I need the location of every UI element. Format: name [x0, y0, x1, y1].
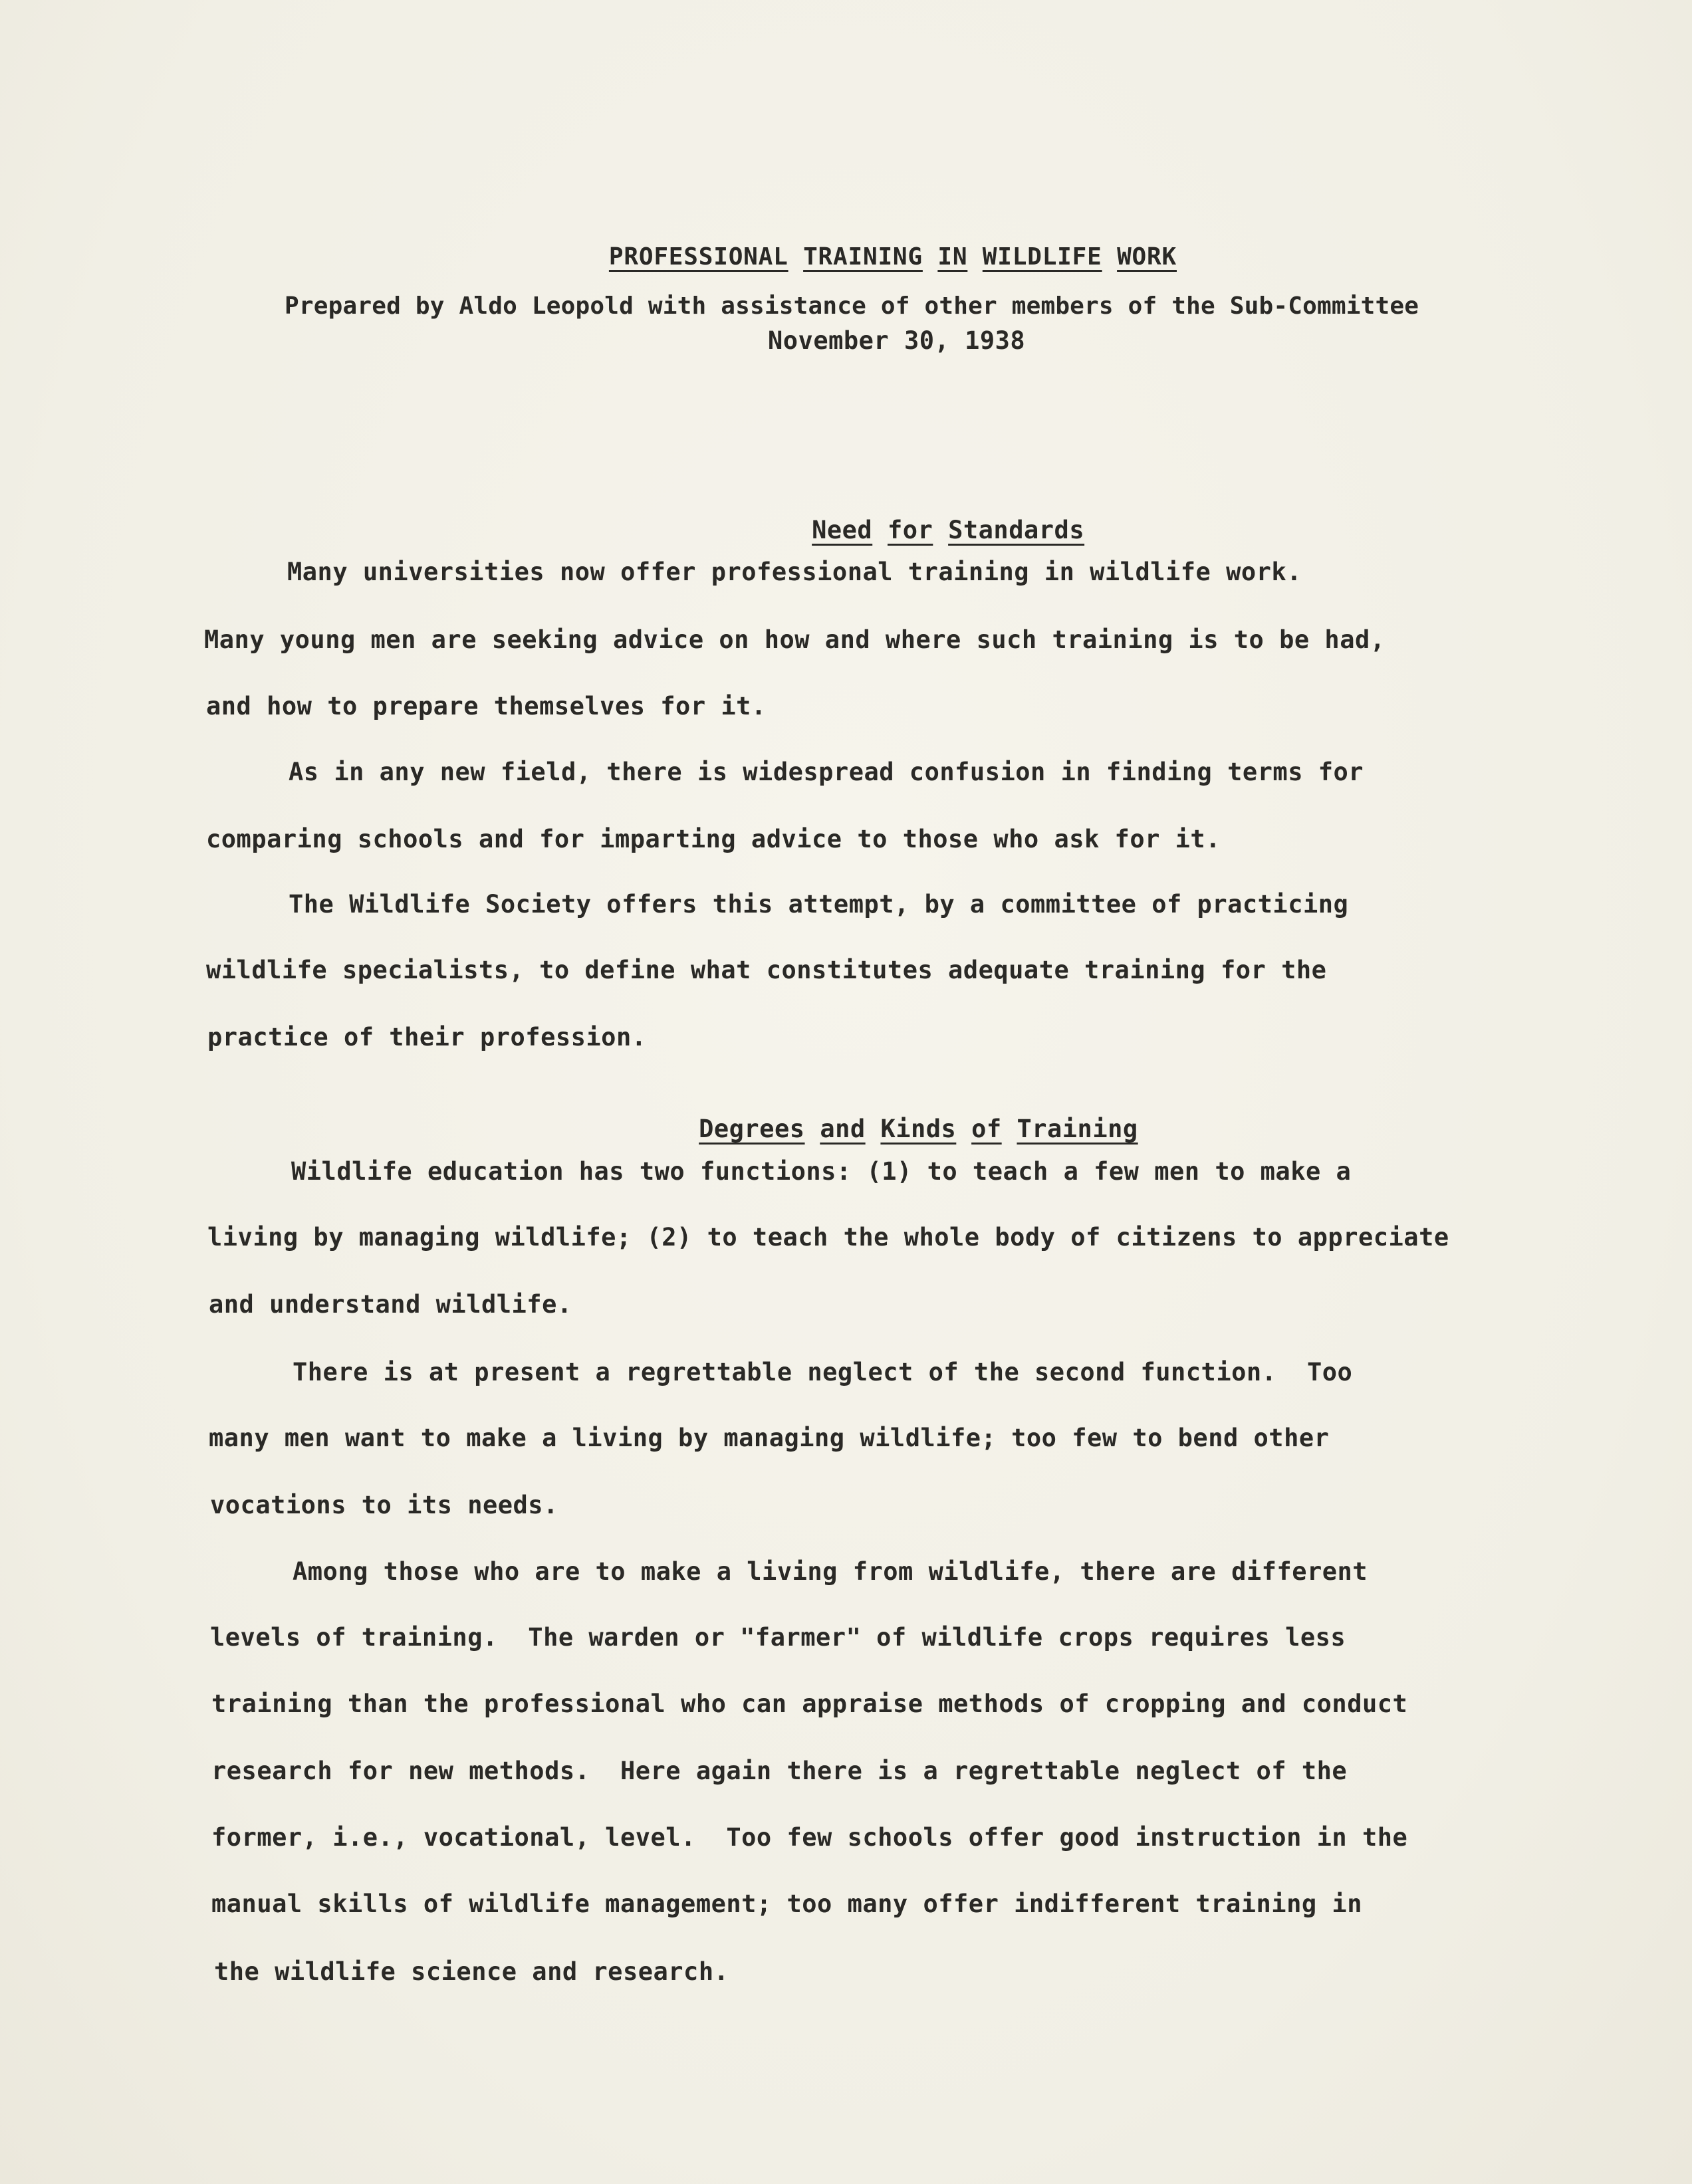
heading-word: Degrees [699, 1115, 805, 1143]
heading-word: and [820, 1115, 866, 1143]
heading-word: of [971, 1115, 1002, 1143]
heading-word: Need [812, 516, 873, 544]
heading-word: for [888, 516, 933, 544]
byline: Prepared by Aldo Leopold with assistance of other members of the Sub-Committee [285, 292, 1419, 320]
paragraph-line: research for new methods. Here again there is a regrettable neglect of the [211, 1757, 1348, 1785]
paragraph-line: vocations to its needs. [210, 1491, 558, 1519]
paragraph-line: wildlife specialists, to define what constitutes adequate training for the [206, 956, 1327, 984]
paragraph-line: many men want to make a living by managing wildlife; too few to bend other [209, 1424, 1330, 1452]
paragraph-line: the wildlife science and research. [214, 1957, 729, 1986]
paragraph-line: comparing schools and for imparting advice to those who ask for it. [206, 825, 1221, 853]
paragraph-line: As in any new field, there is widespread confusion in finding terms for [289, 758, 1364, 786]
paragraph-line: Many young men are seeking advice on how and where such training is to be had, [204, 625, 1386, 654]
paragraph-line: and how to prepare themselves for it. [206, 692, 767, 720]
paragraph-line: practice of their profession. [207, 1023, 647, 1051]
section-heading-degrees-and-kinds-of-training [638, 1092, 1138, 1166]
section-heading-need-for-standards [751, 493, 1084, 567]
heading-word: Kinds [880, 1115, 957, 1143]
paragraph-line: The Wildlife Society offers this attempt, by a committee of practicing [289, 890, 1349, 919]
paragraph-line: training than the professional who can appraise methods of cropping and conduct [211, 1690, 1408, 1718]
title-word: WORK [1117, 243, 1177, 271]
title-word: WILDLIFE [982, 243, 1102, 271]
paragraph-line: and understand wildlife. [209, 1290, 572, 1319]
title-word: IN [937, 243, 968, 271]
paragraph-line: living by managing wildlife; (2) to teach the whole body of citizens to appreciate [207, 1223, 1449, 1252]
heading-word: Training [1017, 1115, 1138, 1143]
paragraph-line: There is at present a regrettable neglect of the second function. Too [293, 1358, 1353, 1386]
paragraph-line: Among those who are to make a living from wildlife, there are different [293, 1557, 1368, 1586]
title-word: PROFESSIONAL [608, 243, 788, 271]
paragraph-line: Many universities now offer professional training in wildlife work. [287, 558, 1302, 586]
paragraph-line: levels of training. The warden or "farmer" of wildlife crops requires less [210, 1623, 1346, 1652]
title-word: TRAINING [803, 243, 923, 271]
paragraph-line: Wildlife education has two functions: (1) to teach a few men to make a [291, 1157, 1352, 1186]
document-title [549, 221, 1177, 293]
heading-word: Standards [948, 516, 1085, 544]
paragraph-line: former, i.e., vocational, level. Too few schools offer good instruction in the [211, 1823, 1408, 1852]
document-date: November 30, 1938 [768, 326, 1026, 355]
paragraph-line: manual skills of wildlife management; too many offer indifferent training in [211, 1890, 1362, 1918]
